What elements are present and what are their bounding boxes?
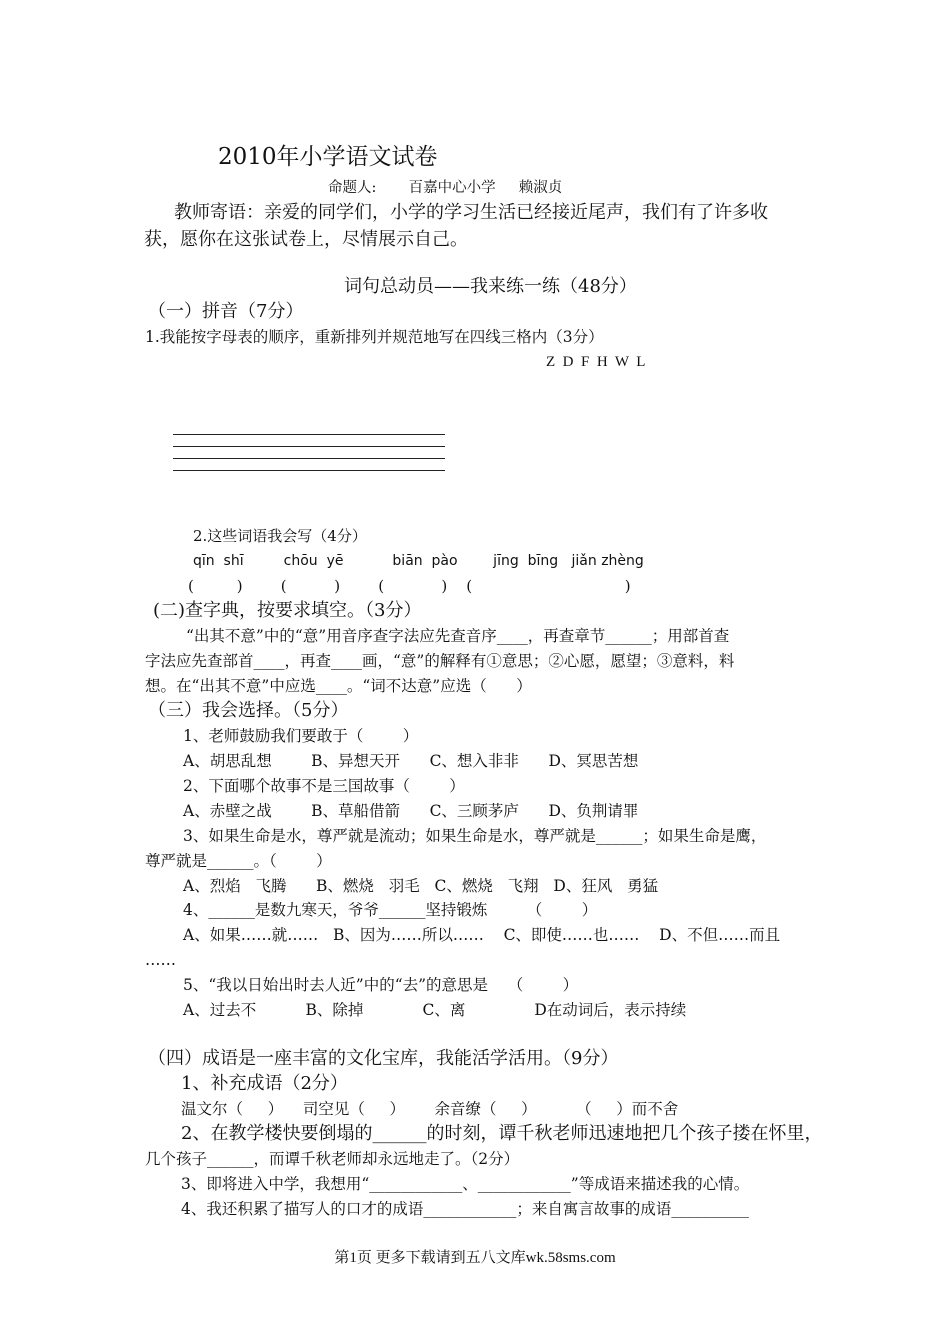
grid-line — [173, 434, 445, 435]
question-3-4-continued: …… — [145, 951, 176, 969]
question-3-2: 2、下面哪个故事不是三国故事（ ） — [183, 777, 465, 795]
question-3-4: 4、______是数九寒天，爷爷______坚持锻炼 （ ） — [183, 901, 598, 919]
question-1-2: 2.这些词语我会写（4分） — [193, 527, 367, 545]
author-line: 命题人: 百嘉中心小学 赖淑贞 — [328, 180, 563, 196]
page-title: 2010年小学语文试卷 — [218, 144, 438, 170]
section-2-title: (二)查字典，按要求填空。（3分） — [153, 600, 422, 621]
question-1-1: 1.我能按字母表的顺序，重新排列并规范地写在四线三格内（3分） — [145, 328, 604, 346]
question-3-3-continued: 尊严就是______。（ ） — [145, 852, 332, 870]
question-4-3: 3、即将进入中学，我想用“____________、____________”等成语来描述我的心情。 — [181, 1175, 750, 1193]
question-3-1-options: A、胡思乱想 B、异想天开 C、想入非非 D、冥思苦想 — [183, 752, 639, 770]
grid-line — [173, 446, 445, 447]
grid-line — [173, 458, 445, 459]
question-3-3-options: A、烈焰 飞腾 B、燃烧 羽毛 C、燃烧 飞翔 D、狂风 勇猛 — [183, 877, 659, 895]
question-4-1: 1、补充成语（2分） — [181, 1073, 348, 1094]
section-2-line-2: 字法应先查部首____，再查____画，“意”的解释有①意思；②心愿，愿望；③意料，料 — [145, 652, 735, 670]
grid-line — [173, 470, 445, 471]
question-4-2-line-1: 2、在教学楼快要倒塌的______的时刻，谭千秋老师迅速地把几个孩子搂在怀里， — [181, 1123, 823, 1144]
teacher-message-line-2: 获，愿你在这张试卷上，尽情展示自己。 — [144, 229, 468, 250]
part-title: 词句总动员——我来练一练（48分） — [344, 276, 637, 297]
question-3-5-options: A、过去不 B、除掉 C、离 D在动词后，表示持续 — [183, 1001, 687, 1019]
section-3-title: （三）我会选择。（5分） — [148, 700, 349, 721]
teacher-message-line-1: 教师寄语：亲爱的同学们，小学的学习生活已经接近尾声，我们有了许多收 — [174, 202, 768, 223]
question-3-1: 1、老师鼓励我们要敢于（ ） — [183, 727, 419, 745]
question-4-2-line-2: 几个孩子______，而谭千秋老师却永远地走了。（2分） — [145, 1150, 520, 1168]
section-4-title: （四）成语是一座丰富的文化宝库，我能活学活用。（9分） — [148, 1048, 619, 1069]
question-4-1-items: 温文尔（ ） 司空见（ ） 余音缭（ ） （ ）而不舍 — [181, 1100, 679, 1118]
question-3-5: 5、“我以日始出时去人近”中的“去”的意思是 （ ） — [183, 976, 579, 994]
alphabet-letters: Z D F H W L — [546, 354, 646, 370]
answer-parens-row[interactable]: ( ) ( ) ( ) ( ) — [188, 577, 631, 595]
pinyin-row: qīn shī chōu yē biān pào jīng bīng jiǎn zhèng — [193, 553, 644, 569]
question-3-4-options: A、如果……就…… B、因为……所以…… C、即使……也…… D、不但……而且 — [183, 926, 781, 944]
section-2-line-1: “出其不意”中的“意”用音序查字法应先查音序____，再查章节______；用部首查 — [186, 627, 730, 645]
section-2-line-3: 想。在“出其不意”中应选____。“词不达意”应选（ ） — [145, 677, 532, 695]
question-3-3: 3、如果生命是水，尊严就是流动；如果生命是水，尊严就是______；如果生命是鹰， — [183, 827, 767, 845]
page-footer: 第1页 更多下载请到五八文库wk.58sms.com — [334, 1250, 616, 1266]
question-4-4: 4、我还积累了描写人的口才的成语____________；来自寓言故事的成语__________ — [181, 1200, 749, 1218]
question-3-2-options: A、赤壁之战 B、草船借箭 C、三顾茅庐 D、负荆请罪 — [183, 802, 639, 820]
section-1-title: （一）拼音（7分） — [148, 301, 304, 322]
